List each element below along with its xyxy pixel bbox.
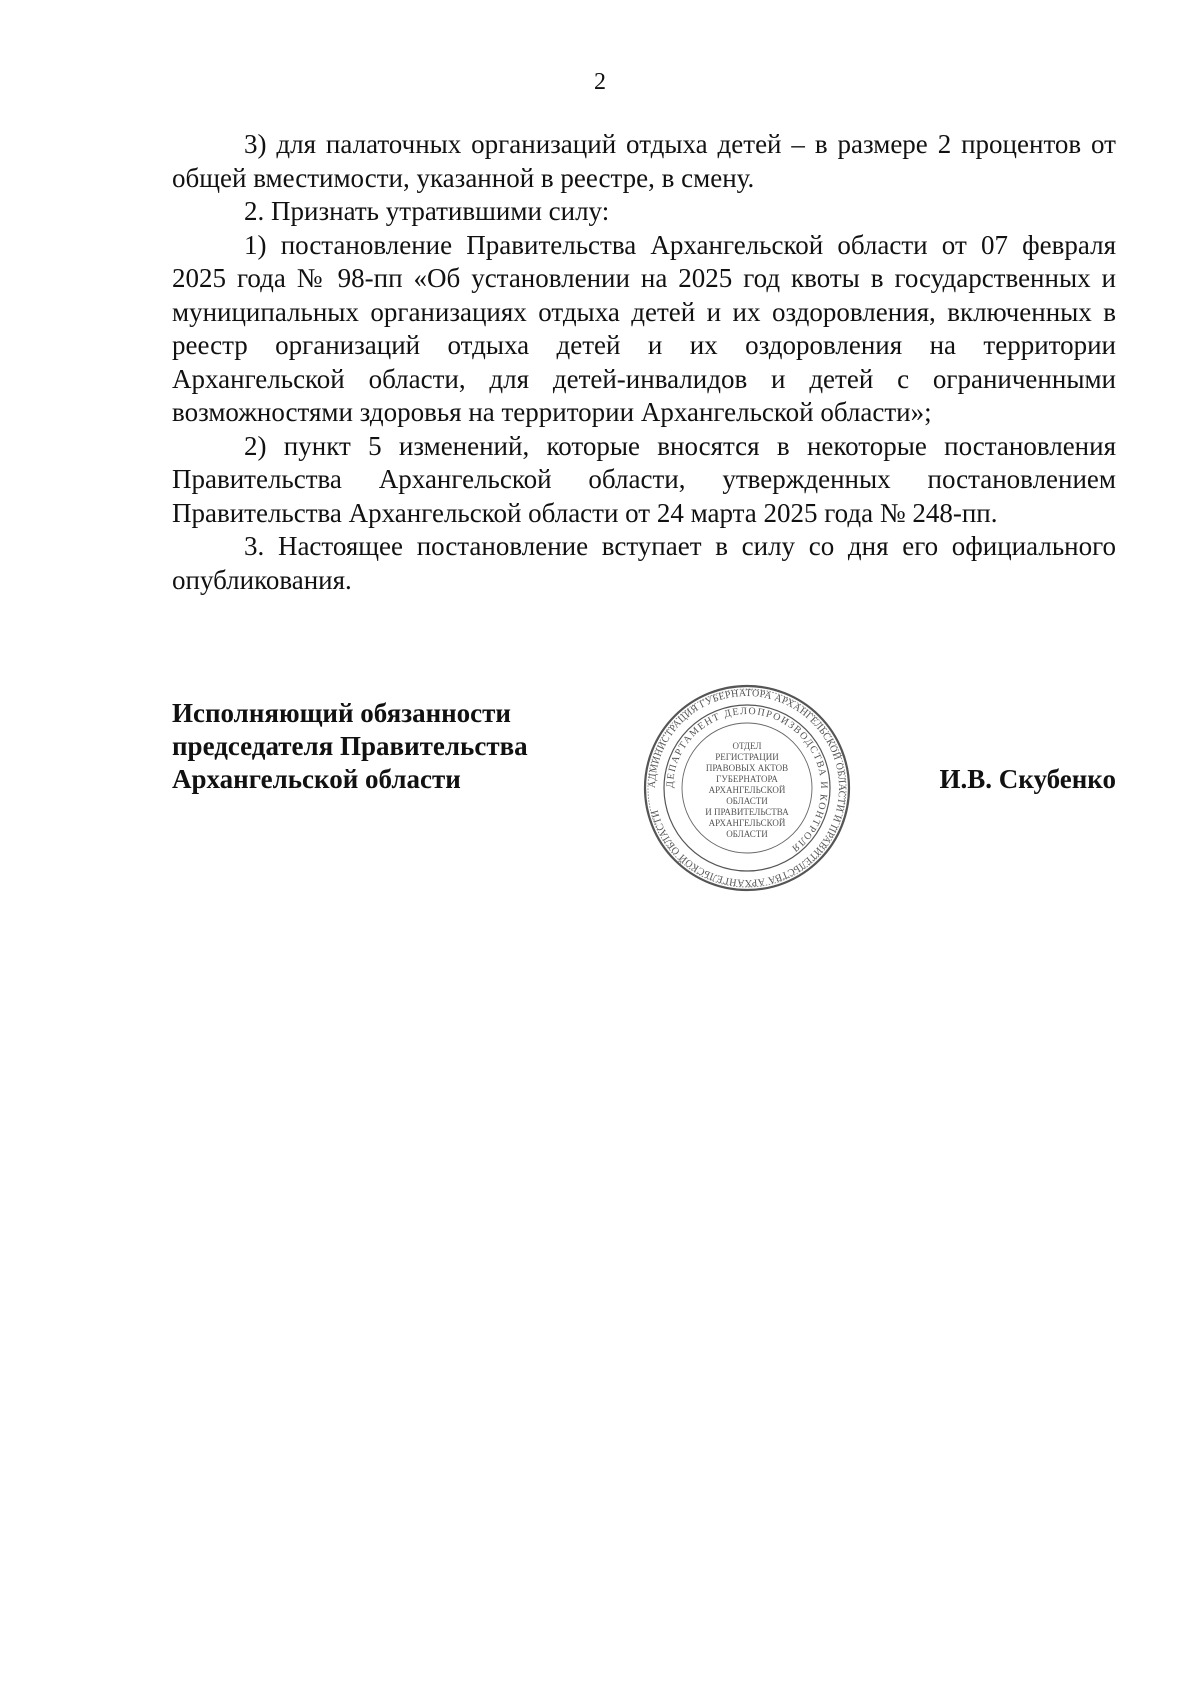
seal-center-line: И ПРАВИТЕЛЬСТВА: [705, 807, 789, 817]
document-body: [172, 128, 1116, 597]
seal-center-line: ОБЛАСТИ: [726, 796, 768, 806]
signer-title: [172, 697, 632, 796]
official-seal-stamp: [642, 683, 852, 893]
seal-graphic: [642, 683, 852, 893]
page-number: 2: [594, 69, 606, 95]
signer-title-line: Архангельской области: [172, 764, 461, 794]
signer-name: И.В. Скубенко: [939, 764, 1116, 794]
seal-center-line: ОБЛАСТИ: [726, 829, 768, 839]
paragraph-clause-2-item-1: 1) постановление Правительства Архангельской области от 07 февраля 2025 года № 98-пп «Об установлении на 2025 год квоты в государственных и муниципальных организациях отдыха детей и их оздоровления, включенных в реестр организаций отдыха детей и их оздоровления на территории Архангельской области, для детей-инвалидов и детей с ограниченными возможностями здоровья на территории Архангельской области»;: [172, 229, 1116, 427]
seal-center-line: ПРАВОВЫХ АКТОВ: [705, 763, 789, 773]
signer-title-line: Исполняющий обязанности: [172, 698, 511, 728]
paragraph-clause-2-item-2: 2) пункт 5 изменений, которые вносятся в некоторые постановления Правительства Архангельской области, утвержденных постановлением Правительства Архангельской области от 24 марта 2025 года № 248-пп.: [172, 430, 1116, 528]
paragraph-item-3-tent-camps: 3) для палаточных организаций отдыха детей – в размере 2 процентов от общей вместимости, указанной в реестре, в смену.: [172, 129, 1116, 193]
seal-center-line: АРХАНГЕЛЬСКОЙ: [708, 785, 786, 795]
signer-title-line: председателя Правительства: [172, 731, 528, 761]
seal-outer-text: АДМИНИСТРАЦИЯ ГУБЕРНАТОРА АРХАНГЕЛЬСКОЙ ОБЛАСТИ И ПРАВИТЕЛЬСТВА АРХАНГЕЛЬСКОЙ ОБЛАСТИ: [646, 687, 848, 889]
paragraph-clause-2: 2. Признать утратившими силу:: [244, 196, 610, 226]
seal-inner-text: ДЕПАРТАМЕНТ ДЕЛОПРОИЗВОДСТВА И КОНТРОЛЯ: [664, 705, 830, 855]
paragraph-clause-3: 3. Настоящее постановление вступает в силу со дня его официального опубликования.: [172, 531, 1116, 595]
seal-center-line: ГУБЕРНАТОРА: [716, 774, 778, 784]
seal-center-line: ОТДЕЛ: [732, 741, 762, 751]
seal-center-line: АРХАНГЕЛЬСКОЙ: [708, 818, 786, 828]
seal-center-line: РЕГИСТРАЦИИ: [715, 752, 779, 762]
